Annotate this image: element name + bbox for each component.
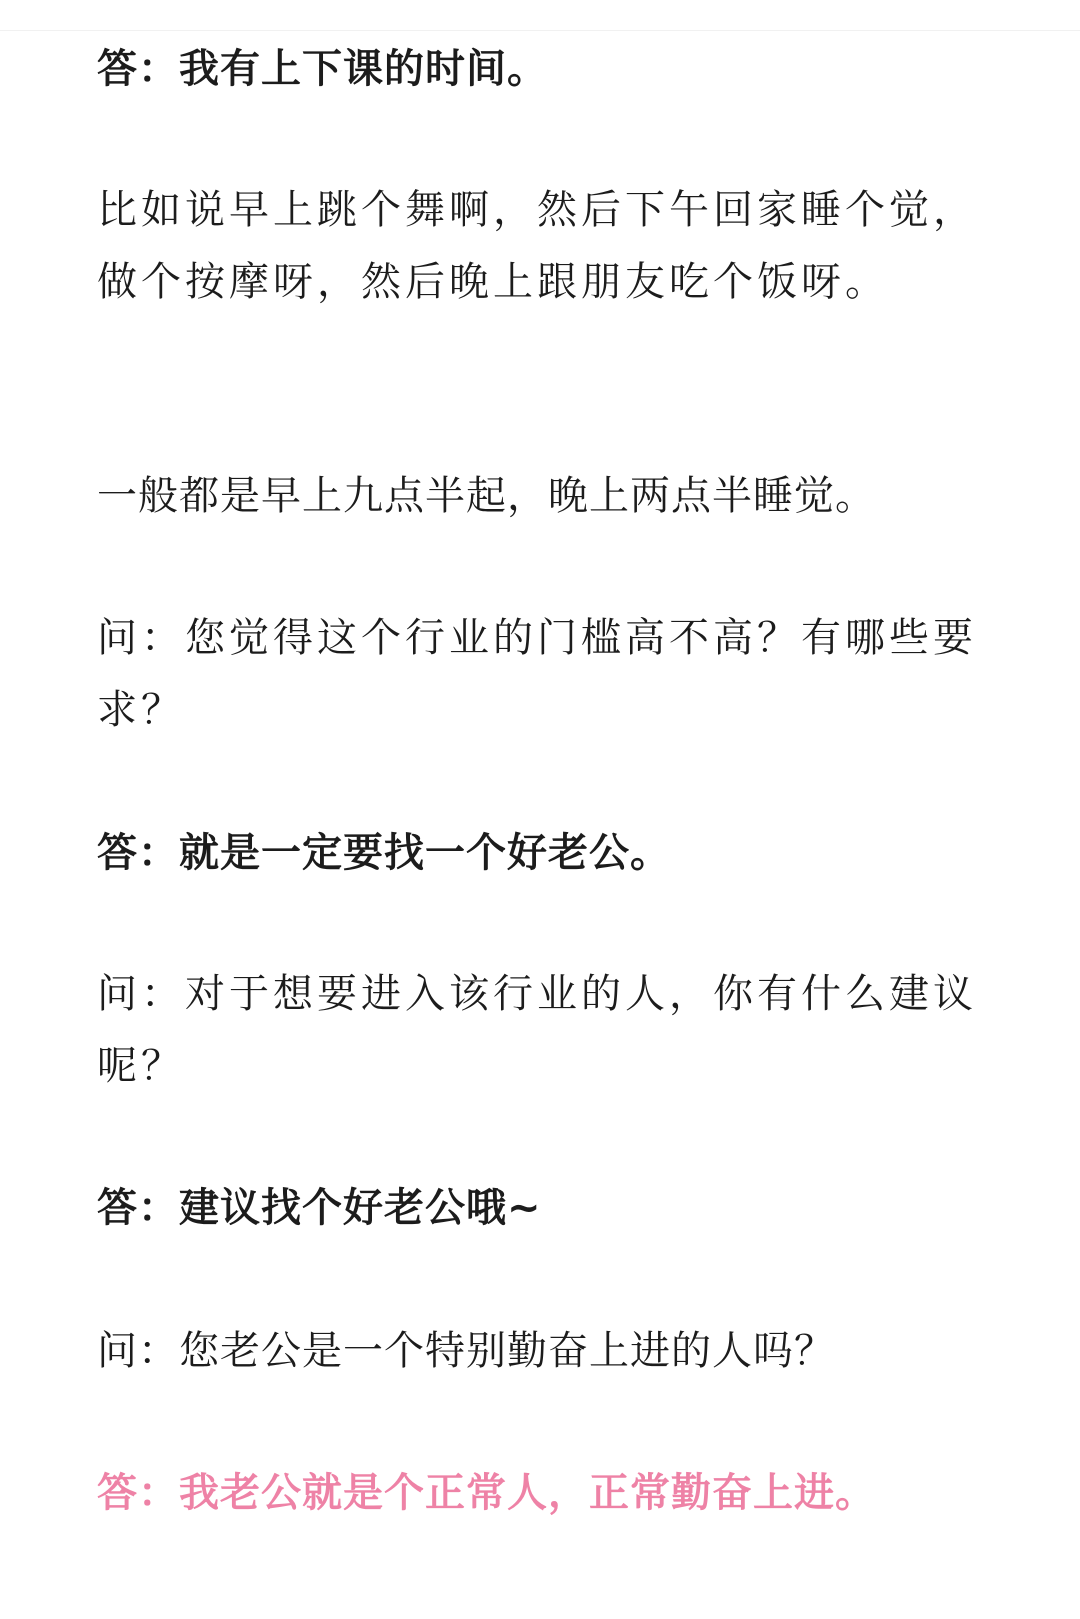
- question-advice: 问：对于想要进入该行业的人，你有什么建议呢？: [97, 971, 977, 1089]
- answer-schedule: 答：我有上下课的时间。: [97, 46, 548, 92]
- question-husband: 问：您老公是一个特别勤奋上进的人吗？: [97, 1328, 835, 1374]
- top-divider: [0, 30, 1080, 31]
- paragraph-daily-routine: 比如说早上跳个舞啊，然后下午回家睡个觉，做个按摩呀，然后晚上跟朋友吃个饭呀。: [97, 187, 977, 305]
- paragraph-sleep-times: 一般都是早上九点半起，晚上两点半睡觉。: [97, 473, 876, 519]
- question-threshold: 问：您觉得这个行业的门槛高不高？有哪些要求？: [97, 615, 977, 733]
- answer-husband-highlight: 答：我老公就是个正常人，正常勤奋上进。: [97, 1470, 876, 1516]
- answer-advice: 答：建议找个好老公哦~: [97, 1185, 542, 1231]
- answer-find-husband: 答：就是一定要找一个好老公。: [97, 830, 671, 876]
